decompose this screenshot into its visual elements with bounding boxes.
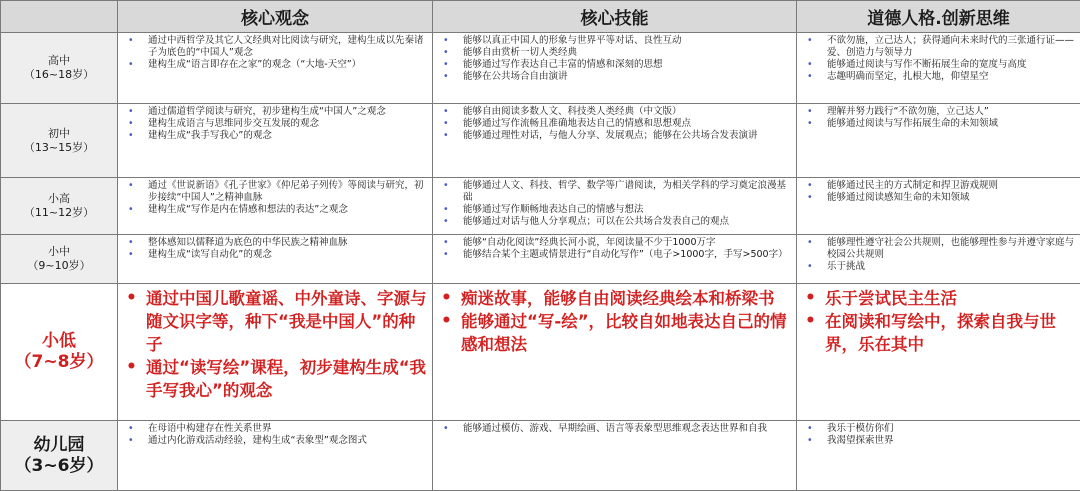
stage-cell: [1, 235, 118, 284]
moral-innovation-cell: [797, 104, 1080, 178]
stage-name: 小中: [1, 245, 117, 259]
bullet-item: • 能够通过阅读感知生命的未知领域: [803, 192, 1076, 204]
stage-name: 高中: [1, 54, 117, 68]
core-concepts-cell: [118, 104, 433, 178]
bullet-item: • 理解并努力践行“不欲勿施，立己达人”: [803, 106, 1076, 118]
bullet-item: • 能够通过人文、科技、哲学、数学等广谱阅读，为相关学科的学习奠定浪漫基础: [439, 180, 792, 204]
stage-cell: [1, 284, 118, 421]
bullet-item: • 通过中西哲学及其它人文经典对比阅读与研究，建构生成以先秦诸子为底色的“中国人”观念: [124, 35, 428, 59]
bullet-item: • 志趣明确而坚定，扎根大地，仰望星空: [803, 71, 1076, 83]
bullet-item: • 通过内化游戏活动经验，建构生成“表象型”观念图式: [124, 435, 428, 447]
header-moral-innovation: 道德人格.创新思维: [797, 1, 1080, 33]
bullet-item: • 建构生成“写作是内在情感和想法的表达”之观念: [124, 204, 428, 216]
bullet-item: • 乐于尝试民主生活: [801, 287, 1076, 310]
header-row: [1, 1, 1080, 33]
bullet-item: • 能够通过民主的方式制定和捍卫游戏规则: [803, 180, 1076, 192]
header-stage-cell: [1, 1, 118, 33]
bullet-item: • 在母语中构建存在性关系世界: [124, 423, 428, 435]
bullet-list: [439, 180, 792, 228]
bullet-list: [803, 237, 1076, 273]
bullet-list: [124, 106, 428, 142]
stage-age: （16~18岁）: [1, 68, 117, 82]
bullet-item: • 我渴望探索世界: [803, 435, 1076, 447]
bullet-item: • 乐于挑战: [803, 261, 1076, 273]
stage-age: （11~12岁）: [1, 206, 117, 220]
core-concepts-cell: [118, 33, 433, 104]
bullet-item: • 能够自由阅读多数人文、科技类人类经典（中文版）: [439, 106, 792, 118]
core-skills-cell: [433, 104, 797, 178]
bullet-list: [803, 180, 1076, 204]
bullet-list: [124, 180, 428, 216]
stage-age: （3~6岁）: [1, 456, 117, 477]
bullet-list: [124, 237, 428, 261]
bullet-list: [803, 35, 1076, 83]
header-core-skills: 核心技能: [433, 1, 797, 33]
moral-innovation-cell: [797, 421, 1080, 491]
bullet-list: [439, 423, 792, 435]
core-skills-cell: [433, 284, 797, 421]
stage-row: [1, 104, 1080, 178]
core-concepts-cell: [118, 235, 433, 284]
core-skills-cell: [433, 33, 797, 104]
bullet-item: • 能够通过模仿、游戏、早期绘画、语言等表象型思维观念表达世界和自我: [439, 423, 792, 435]
bullet-item: • 通过“读写绘”课程，初步建构生成“我手写我心”的观念: [122, 356, 428, 402]
bullet-item: • 整体感知以儒释道为底色的中华民族之精神血脉: [124, 237, 428, 249]
bullet-item: • 我乐于模仿你们: [803, 423, 1076, 435]
moral-innovation-cell: [797, 284, 1080, 421]
bullet-item: • 建构生成语言与思维同步交互发展的观念: [124, 118, 428, 130]
stage-row: [1, 284, 1080, 421]
bullet-item: • 建构生成“语言即存在之家”的观念（“大地-天空”）: [124, 59, 428, 71]
bullet-item: • 能够通过写作流畅且准确地表达自己的情感和思想观点: [439, 118, 792, 130]
bullet-item: • 不欲勿施，立己达人；获得通向未来时代的三张通行证——爱、创造力与领导力: [803, 35, 1076, 59]
bullet-list: [124, 35, 428, 71]
bullet-item: • 能够以真正中国人的形象与世界平等对话、良性互动: [439, 35, 792, 47]
stage-age: （7~8岁）: [1, 352, 117, 373]
stage-row: [1, 33, 1080, 104]
stage-name: 小低: [1, 331, 117, 352]
bullet-item: • 能够结合某个主题或情景进行“自动化写作”（电子>1000字，手写>500字）: [439, 249, 792, 261]
stage-cell: [1, 178, 118, 235]
bullet-item: • 能够通过阅读与写作不断拓展生命的宽度与高度: [803, 59, 1076, 71]
bullet-item: • 能够“自动化阅读”经典长河小说，年阅读量不少于1000万字: [439, 237, 792, 249]
bullet-item: • 能够理性遵守社会公共规则，也能够理性参与并遵守家庭与校园公共规则: [803, 237, 1076, 261]
core-skills-cell: [433, 235, 797, 284]
stage-name: 幼儿园: [1, 435, 117, 456]
bullet-list: [439, 106, 792, 142]
bullet-list: [439, 237, 792, 261]
stage-row: [1, 421, 1080, 491]
bullet-list: [803, 106, 1076, 130]
bullet-list: [801, 287, 1076, 356]
bullet-item: • 能够通过理性对话，与他人分享、发展观点；能够在公共场合发表演讲: [439, 130, 792, 142]
header-core-concepts: 核心观念: [118, 1, 433, 33]
core-skills-cell: [433, 178, 797, 235]
core-concepts-cell: [118, 284, 433, 421]
bullet-item: • 能够通过“写-绘”，比较自如地表达自己的情感和想法: [437, 310, 792, 356]
bullet-list: [124, 423, 428, 447]
bullet-list: [803, 423, 1076, 447]
moral-innovation-cell: [797, 33, 1080, 104]
bullet-item: • 能够在公共场合自由演讲: [439, 71, 792, 83]
bullet-item: • 痴迷故事，能够自由阅读经典绘本和桥梁书: [437, 287, 792, 310]
bullet-item: • 建构生成“读写自动化”的观念: [124, 249, 428, 261]
bullet-item: • 能够通过对话与他人分享观点；可以在公共场合发表自己的观点: [439, 216, 792, 228]
stage-cell: [1, 33, 118, 104]
stage-age: （13~15岁）: [1, 141, 117, 155]
bullet-list: [439, 35, 792, 83]
core-concepts-cell: [118, 178, 433, 235]
core-skills-cell: [433, 421, 797, 491]
bullet-item: • 能够自由赏析一切人类经典: [439, 47, 792, 59]
bullet-item: • 能够通过阅读与写作拓展生命的未知领域: [803, 118, 1076, 130]
bullet-item: • 通过儒道哲学阅读与研究，初步建构生成“中国人”之观念: [124, 106, 428, 118]
bullet-item: • 在阅读和写绘中，探索自我与世界，乐在其中: [801, 310, 1076, 356]
bullet-list: [437, 287, 792, 356]
stage-name: 初中: [1, 127, 117, 141]
stage-name: 小高: [1, 192, 117, 206]
bullet-item: • 通过《世说新语》《孔子世家》《仲尼弟子列传》等阅读与研究，初步接续“中国人”之精神血脉: [124, 180, 428, 204]
stage-cell: [1, 421, 118, 491]
bullet-list: [122, 287, 428, 402]
bullet-item: • 建构生成“我手写我心”的观念: [124, 130, 428, 142]
stage-row: [1, 178, 1080, 235]
stage-cell: [1, 104, 118, 178]
moral-innovation-cell: [797, 235, 1080, 284]
bullet-item: • 能够通过写作顺畅地表达自己的情感与想法: [439, 204, 792, 216]
core-concepts-cell: [118, 421, 433, 491]
stage-age: （9~10岁）: [1, 259, 117, 273]
bullet-item: • 能够通过写作表达自己丰富的情感和深刻的思想: [439, 59, 792, 71]
bullet-item: • 通过中国儿歌童谣、中外童诗、字源与随文识字等，种下“我是中国人”的种子: [122, 287, 428, 356]
stage-row: [1, 235, 1080, 284]
moral-innovation-cell: [797, 178, 1080, 235]
